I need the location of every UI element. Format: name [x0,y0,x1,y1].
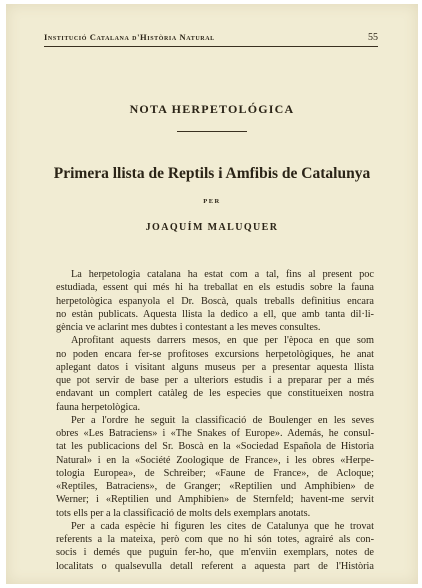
running-head-title: Institució Catalana d'Història Natural [44,32,215,42]
body-line: tots ells per a la classificació de molts dels exemplars anotats. [56,507,311,519]
body-line: Aprofitant aquests darrers mesos, en que per l'època en que som [71,335,374,347]
running-header [44,32,378,43]
body-line: Per a cada espècie hi figuren les cites de Catalunya que he trovat [71,520,374,532]
body-line: gència ve aclarint mes dubtes i contestant a les meves consultes. [56,322,321,333]
author-name: JOAQUÍM MALUQUER [145,222,279,233]
body-line: herpetològica espanyola el Dr. Boscà, quals treballs definitius encara [56,295,374,307]
body-line: socis i demés que puguin fer-ho, que m'enviin exemplars, notes de [56,547,374,559]
body-line: que pot servir de base per a ulteriors estudis i a preparar per a més [56,375,374,386]
section-divider [177,131,247,132]
header-divider [44,46,378,47]
body-line: referents a la mateixa, però com que no hi són totes, agrairé als con- [56,534,374,545]
article-title: Primera llista de Reptils i Amfibis de Catalunya [53,165,371,182]
byline-prefix: PER [203,198,221,205]
body-line: aplegant datos i visitant alguns museus per a presentar aquesta llista [56,361,374,373]
body-line: tologia Europea», de Schreiber; «Faune de France», de Acloque; [56,467,374,479]
body-line: obres «Les Batraciens» i «The Snakes of Europe». Además, he consul- [56,428,374,439]
body-line: localitats o qualsevulla detall referent a aquesta part de l'Història [56,560,374,572]
body-line: Werner; i «Reptilien und Amphibien» de Sternfeld; havent-me servit [56,494,374,506]
body-line: Natural» i en la «Société Zoologique de France», i les obres «Herpe- [56,454,374,466]
section-title: NOTA HERPETOLÓGICA [129,102,295,116]
article-body [56,268,374,573]
body-line: endavant un complert catàleg de les especies que constitueixen nostra [56,388,374,400]
body-line: La herpetologia catalana ha estat com a tal, fins al present poc [71,269,374,280]
page-number: 55 [368,32,378,43]
journal-page [6,4,418,584]
body-line: tat les publicacions del Sr. Boscà en la «Sociedad Española de Historia [56,441,374,453]
body-line: no estàn publicats. Aquesta llista la dedico a ell, que amb tanta dil·li- [56,308,374,320]
body-line: no poden encara fer-se profitoses excursions herpetològiques, he anat [56,348,374,360]
body-line: estudiada, essent qui més hi ha treballat en els estudis sobre la fauna [56,282,374,294]
body-line: «Reptiles, Batraciens», de Granger; «Reptilien und Amphibien» de [56,481,374,492]
body-line: Per a l'ordre he seguit la classificació de Boulenger en les seves [71,414,374,426]
body-line: fauna herpetològica. [56,401,141,413]
